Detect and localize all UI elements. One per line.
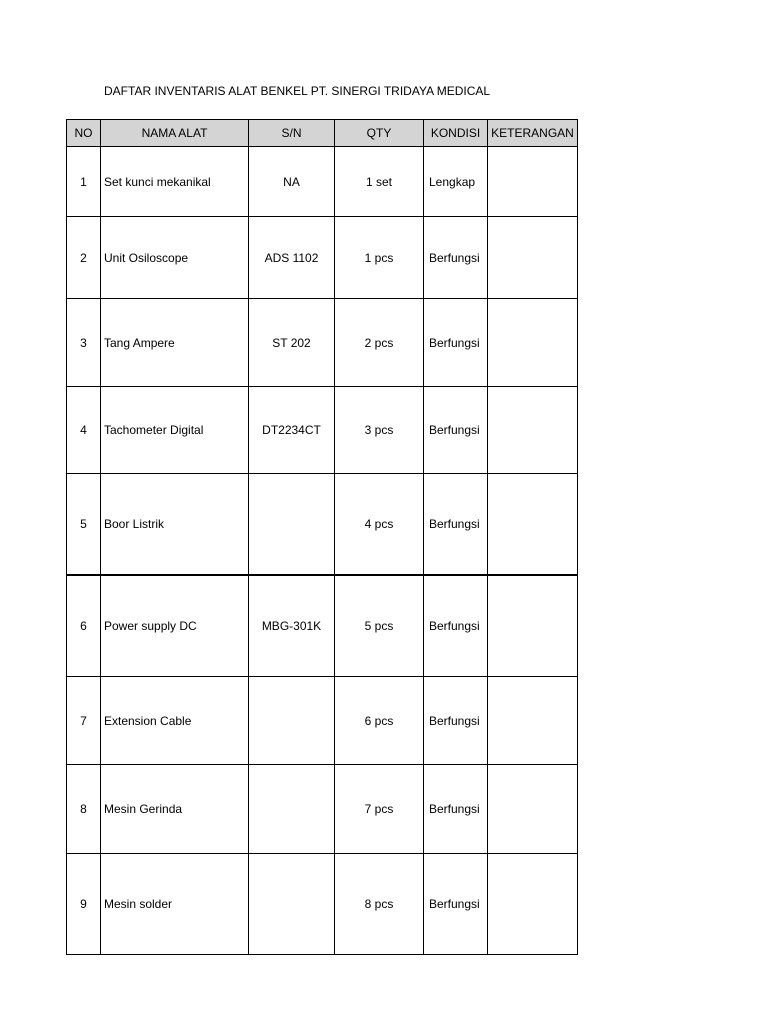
cell-keterangan: [488, 387, 578, 474]
cell-sn: [249, 854, 335, 955]
cell-keterangan: [488, 217, 578, 299]
cell-no: 7: [67, 677, 101, 765]
table-row: [67, 854, 578, 955]
inventory-table: [66, 119, 578, 955]
cell-name: Mesin solder: [101, 854, 249, 955]
document-title: DAFTAR INVENTARIS ALAT BENKEL PT. SINERGI TRIDAYA MEDICAL: [104, 84, 491, 98]
cell-name: Set kunci mekanikal: [101, 147, 249, 217]
header-sn: S/N: [249, 120, 335, 147]
table-header-row: [67, 120, 578, 147]
table-row: [67, 474, 578, 575]
cell-kondisi: Berfungsi: [424, 854, 488, 955]
cell-no: 3: [67, 299, 101, 387]
cell-name: Tachometer Digital: [101, 387, 249, 474]
cell-sn: DT2234CT: [249, 387, 335, 474]
cell-name: Boor Listrik: [101, 474, 249, 575]
cell-name: Tang Ampere: [101, 299, 249, 387]
header-qty: QTY: [335, 120, 424, 147]
cell-kondisi: Berfungsi: [424, 299, 488, 387]
cell-keterangan: [488, 677, 578, 765]
cell-sn: NA: [249, 147, 335, 217]
table-row: [67, 765, 578, 854]
cell-qty: 7 pcs: [335, 765, 424, 854]
cell-name: Extension Cable: [101, 677, 249, 765]
cell-sn: [249, 474, 335, 575]
cell-qty: 3 pcs: [335, 387, 424, 474]
table-row: [67, 299, 578, 387]
cell-qty: 6 pcs: [335, 677, 424, 765]
header-kondisi: KONDISI: [424, 120, 488, 147]
table-row: [67, 677, 578, 765]
cell-name: Mesin Gerinda: [101, 765, 249, 854]
header-no: NO: [67, 120, 101, 147]
cell-no: 6: [67, 575, 101, 677]
table-row: [67, 217, 578, 299]
table-row: [67, 387, 578, 474]
cell-kondisi: Berfungsi: [424, 387, 488, 474]
header-keterangan: KETERANGAN: [488, 120, 578, 147]
cell-name: Power supply DC: [101, 575, 249, 677]
cell-no: 4: [67, 387, 101, 474]
table-row: [67, 147, 578, 217]
cell-no: 2: [67, 217, 101, 299]
cell-kondisi: Berfungsi: [424, 677, 488, 765]
cell-sn: ADS 1102: [249, 217, 335, 299]
cell-keterangan: [488, 474, 578, 575]
cell-no: 9: [67, 854, 101, 955]
cell-qty: 1 pcs: [335, 217, 424, 299]
cell-kondisi: Berfungsi: [424, 474, 488, 575]
cell-qty: 5 pcs: [335, 575, 424, 677]
cell-kondisi: Lengkap: [424, 147, 488, 217]
cell-keterangan: [488, 575, 578, 677]
cell-no: 5: [67, 474, 101, 575]
cell-no: 8: [67, 765, 101, 854]
cell-no: 1: [67, 147, 101, 217]
cell-keterangan: [488, 854, 578, 955]
cell-qty: 8 pcs: [335, 854, 424, 955]
cell-sn: [249, 765, 335, 854]
cell-name: Unit Osiloscope: [101, 217, 249, 299]
cell-keterangan: [488, 765, 578, 854]
cell-sn: MBG-301K: [249, 575, 335, 677]
cell-kondisi: Berfungsi: [424, 217, 488, 299]
cell-keterangan: [488, 299, 578, 387]
cell-sn: ST 202: [249, 299, 335, 387]
cell-sn: [249, 677, 335, 765]
cell-qty: 2 pcs: [335, 299, 424, 387]
table-row: [67, 575, 578, 677]
cell-qty: 4 pcs: [335, 474, 424, 575]
cell-kondisi: Berfungsi: [424, 765, 488, 854]
header-name: NAMA ALAT: [101, 120, 249, 147]
cell-kondisi: Berfungsi: [424, 575, 488, 677]
cell-qty: 1 set: [335, 147, 424, 217]
cell-keterangan: [488, 147, 578, 217]
